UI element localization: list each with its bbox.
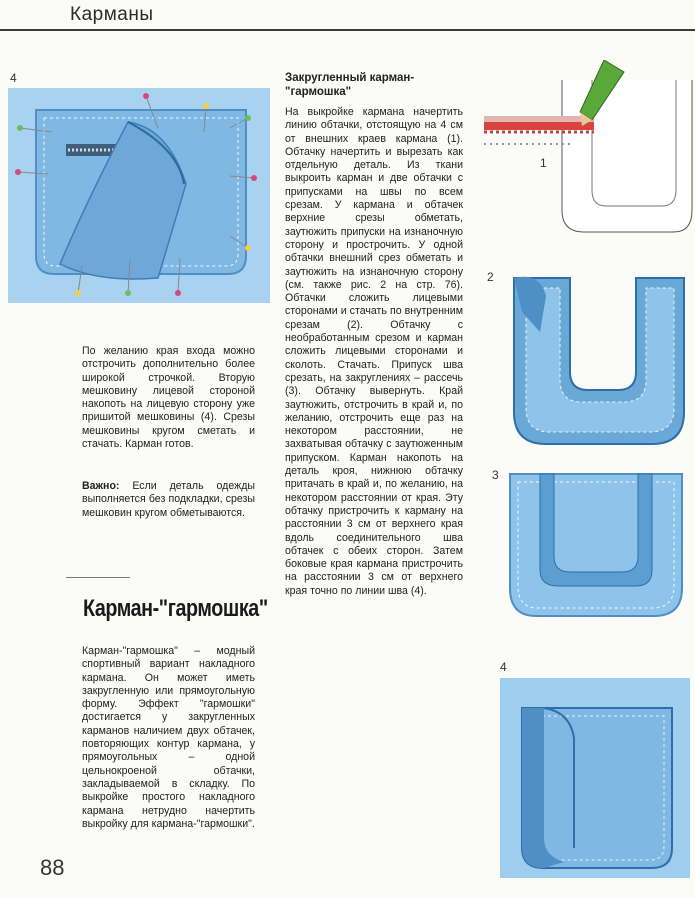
left-figure-number: 4 (10, 71, 17, 85)
section-intro: Карман-"гармошка" – модный спортивный вариант накладного кармана. Он может иметь закругленную или прямоугольную форму. Эффект "гармошки" достигается у закругленных карманов наличием двух обтачек, повторяющих контур кармана, у прямоугольных – одной цельнокроеной обтачки, закладываемой в складку. По выкройке простого накладного кармана нетрудно начертить выкройку для кармана-"гармошки". (82, 645, 255, 830)
header-rule (0, 29, 695, 31)
figure-number-4: 4 (500, 660, 507, 674)
figure-number-2: 2 (487, 270, 494, 284)
figure-4-finished-pocket (500, 678, 690, 878)
figure-3-pocket-stitched (504, 470, 684, 620)
important-label: Важно: (82, 480, 120, 492)
page-header-title: Карманы (70, 4, 154, 25)
left-column-paragraph: По желанию края входа можно отстрочить дополнительно более широкой строчкой. Вторую мешковину лицевой стороной накопоть на лицевую сторону уже пришитой мешковины (4). Срезы мешковины кругом сметать и стачать. Карман готов. (82, 345, 255, 451)
figure-1-pattern-pencil (484, 60, 694, 245)
important-note (82, 480, 255, 520)
page-number: 88 (40, 855, 65, 880)
figure-number-3: 3 (492, 468, 499, 482)
important-text: Если деталь одежды выполняется без подкладки, срезы мешковин кругом обметываются. (82, 480, 255, 519)
figure-2-facings (500, 272, 690, 452)
section-heading: Карман-"гармошка" (83, 595, 268, 622)
section-divider (66, 577, 130, 578)
middle-heading: Закругленный карман-"гармошка" (285, 72, 415, 98)
left-pocket-illustration (8, 88, 270, 303)
middle-column-text: На выкройке кармана начертить линию обтачки, отстоящую на 4 см от внешних краев кармана (1). Обтачку начертить и вырезать как отдельную деталь. Из ткани выкроить карман и две обтачки с припусками на швы по всем срезам. У кармана и обтачек верхние срезы обметать, заутюжить припуски на изнаночную сторону и прострочить. У одной обтачки внешний срез обметать и заутюжить на изнаночную сторону (см. также рис. 2 на стр. 76). Обтачки сложить лицевыми сторонами и стачать по внутренним срезам (2). Обтачку с необработанным срезом и карман сложить лицевыми сторонами и сколоть. Стачать. Припуск шва срезать, на закруглениях – расcечь (3). Обтачку вывернуть. Край заутюжить, отстрочить в край и, по желанию, отстрочить еще раз на некотором расстоянии, не захватывая обтачку с заутюженным припуском. Карман накопоть на деталь кроя, нижнюю обтачку притачать в край и, по желанию, на некотором расстоянии от края. Эту обтачку пристрочить к карману на расстоянии 3 см от верхнего края вдоль соединительного шва обтачек с обеих сторон. Затем боковые края кармана пристрочить на расстоянии 3 см от верхнего края точно по линии шва (4). (285, 106, 463, 597)
figure-number-1: 1 (540, 156, 547, 170)
